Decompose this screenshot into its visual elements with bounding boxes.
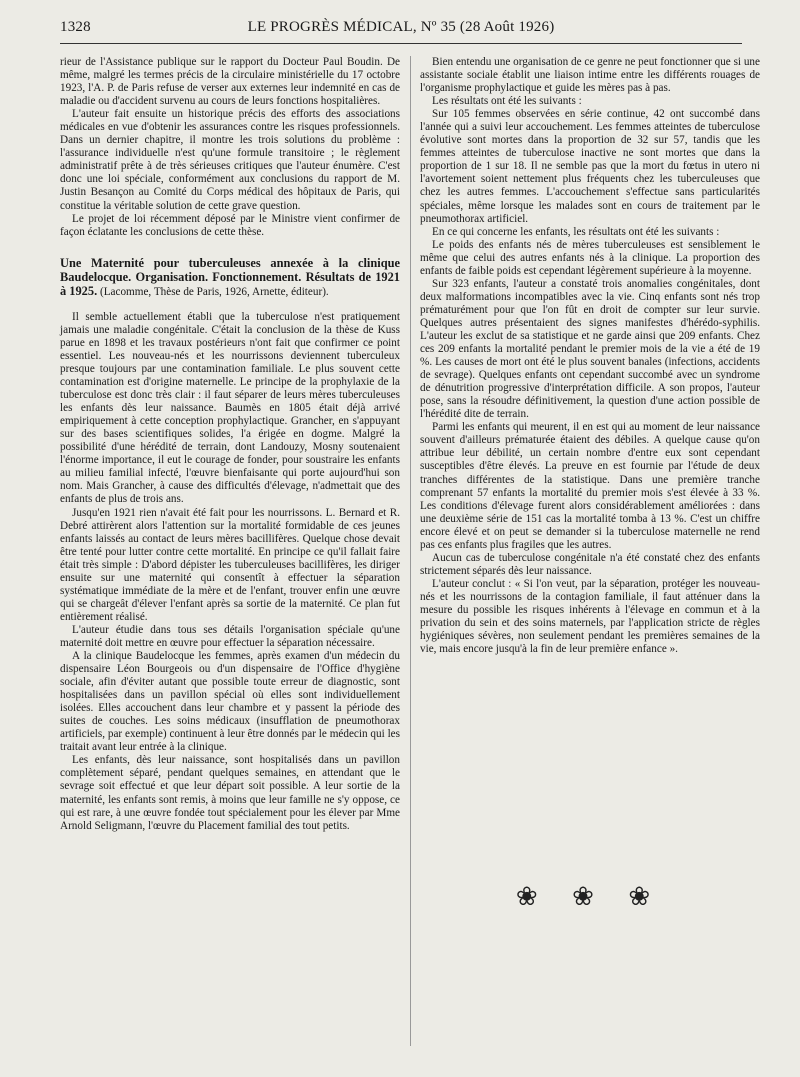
paragraph: Sur 105 femmes observées en série continue, 42 ont succombé dans l'année qui a suivi leur accouchement. Les femmes atteintes de tuberculose évolutive sont mortes dans la proportion de 32 sur 57, tandis que les femmes atteintes de tuberculose inactive ne sont mortes que dans la proportion de 1 sur 18. Il ne semble pas que la mort du fœtus in utero ni l'avortement soient nettement plus fréquents chez les tuberculeuses que chez les autres femmes. L'accouchement s'effectue sans particularités spéciales, même lorsque les malades sont en cours de traitement par le pneumothorax artificiel. [420,108,760,225]
paragraph: L'auteur étudie dans tous ses détails l'organisation spéciale qu'une maternité doit mettre en œuvre pour effectuer la séparation nécessaire. [60,623,400,649]
article-heading [60,257,400,299]
fleuron-ornament-icon: ❀ ❀ ❀ [515,882,665,911]
paragraph: Sur 323 enfants, l'auteur a constaté trois anomalies congénitales, dont deux malformations incompatibles avec la vie. Cinq enfants sont nés trop prématurément pour que l'on fût en droit de compter sur leur survie. Quelques autres présentaient des signes manifestes d'hérédo-syphilis. L'auteur les exclut de sa statistique et ne garde ainsi que 209 enfants. Chez ces 209 enfants la mortalité pendant le premier mois de la vie a été de 19 %. Les causes de mort ont été le plus souvent banales (infections, accidents de sevrage). Quelques enfants ont cependant succombé avec un syndrome de dénutrition progressive d'interprétation difficile. A son propos, l'auteur pose, sans la résoudre définitivement, la question d'une action possible de l'hérédité dite de terrain. [420,277,760,421]
paragraph: En ce qui concerne les enfants, les résultats ont été les suivants : [432,225,720,238]
paragraph: Bien entendu une organisation de ce genre ne peut fonctionner que si une assistante sociale établit une liaison intime entre les différents rouages de l'organisme prophylactique et guide les mères pas à pas. [420,56,760,95]
paragraph: Le poids des enfants nés de mères tuberculeuses est sensiblement le même que celui des autres enfants nés à la clinique. La proportion des enfants de faible poids est cependant légèrement supérieure à la moyenne. [420,238,760,277]
paragraph: Le projet de loi récemment déposé par le Ministre vient confirmer de façon éclatante les conclusions de cette thèse. [60,212,400,238]
paragraph: Parmi les enfants qui meurent, il en est qui au moment de leur naissance souvent d'ailleurs prématurée étaient des débiles. A quelque cause qu'on attribue leur débilité, un certain nombre d'entre eux sont cependant susceptibles d'être élevés. La preuve en est fournie par l'étude de deux tranches différentes de la statistique. Dans une première tranche comprenant 57 enfants la mortalité du premier mois s'est élevée à 33 %. Les conditions d'élevage furent alors considérablement améliorées : dans une deuxième série de 151 cas la mortalité tomba à 13 %. C'est un chiffre encore élevé et on peut se demander si la tuberculose maternelle ne rend pas ces enfants plus fragiles que les autres. [420,421,760,551]
article-reference: (Lacomme, Thèse de Paris, 1926, Arnette, éditeur). [97,285,329,298]
paragraph: A la clinique Baudelocque les femmes, après examen d'un médecin du dispensaire Léon Bourgeois ou d'un dispensaire de l'Office d'hygiène sociale, afin d'éviter autant que possible toute erreur de diagnostic, sont hospitalisées dans un pavillon spécial où elles sont individuellement isolées. Elles accouchent dans leur chambre et y passent la période des suites de couches. Les soins médicaux (insufflation de pneumothorax artificiels, par exemple) continuent à leur être donnés par le médecin qui les traitait avant leur entrée à la clinique. [60,650,400,754]
right-column [420,56,760,656]
page-number: 1328 [60,19,91,35]
paragraph: Il semble actuellement établi que la tuberculose n'est pratiquement jamais une maladie congénitale. C'était la conclusion de la thèse de Kuss parue en 1898 et les travaux postérieurs n'ont fait que confirmer ce point essentiel. Les nouveau-nés et les nourrissons deviennent tuberculeux presque toujours par une contamination familiale. Le plus souvent cette contamination est d'origine maternelle. Le principe de la prophylaxie de la tuberculose est donc très clair : il faut séparer de leurs mères tuberculeuses les enfants dès leur naissance. Baumès en 1805 était déjà arrivé empiriquement à cette conception prophylactique. Grancher, en s'appuyant sur des bases scientifiques solides, l'a érigée en dogme. Malgré la possibilité d'une hérédité de terrain, dont Landouzy, Mosny soutenaient l'énorme importance, il eut le courage de fonder, pour soustraire les enfants au milieu familial infecté, l'œuvre bienfaisante qui porte aujourd'hui son nom. Mais Grancher, à cause des difficultés d'élevage, n'admettait que des enfants de plus de trois ans. [60,310,400,506]
paragraph: Les résultats ont été les suivants : [432,95,582,108]
left-column [60,56,400,833]
paragraph: Jusqu'en 1921 rien n'avait été fait pour les nourrissons. L. Bernard et R. Debré attirèrent alors l'attention sur la mortalité formidable de ces jeunes enfants laissés au contact de leurs mères bacillifères. Quelque chose devait être tenté pour lutter contre cette mortalité. En principe ce qu'il fallait faire était très simple : D'abord dépister les tuberculeuses bacillifères, les diriger ensuite sur une maternité qui consentît à effectuer la séparation systématique immédiate de la mère et de l'enfant, trouver enfin une œuvre qui se chargeât d'élever l'enfant après sa sortie de la maternité. Ce plan fut entièrement réalisé. [60,506,400,623]
article-title: Une Maternité pour tuberculeuses annexée à la clinique Baudelocque. Organisation. Fonctionnement. Résultats de 1921 à 1925. [60,255,400,298]
running-title: LE PROGRÈS MÉDICAL, Nº 35 (28 Août 1926) [247,19,555,35]
column-divider [410,56,411,1046]
header-rule [60,43,742,44]
paragraph: L'auteur fait ensuite un historique précis des efforts des associations médicales en vue d'obtenir les assurances contre les risques professionnels. Dans un dernier chapitre, il montre les trois solutions du problème : l'assurance individuelle n'est qu'une formule transitoire ; le règlement administratif prête à de très sérieuses critiques que l'auteur énumère. C'est donc une loi spéciale, conformément aux conclusions du rapport de M. Justin Besançon au Comité du Corps médical des hôpitaux de Paris, qui constitue la véritable solution de cette grave question. [60,108,400,212]
page-header [60,19,742,41]
paragraph: Les enfants, dès leur naissance, sont hospitalisés dans un pavillon complètement séparé, pendant quelques semaines, en attendant que le sevrage soit effectué et que leur départ soit possible. A leur sortie de la maternité, les enfants sont remis, à moins que leur famille ne s'y oppose, ce qui est rare, à une œuvre fondée tout spécialement pour les élever par Mme Arnold Seligmann, l'œuvre du Placement familial des tout petits. [60,754,400,832]
paragraph: Aucun cas de tuberculose congénitale n'a été constaté chez des enfants strictement séparés dès leur naissance. [420,551,760,577]
paragraph: rieur de l'Assistance publique sur le rapport du Docteur Paul Boudin. De même, malgré les termes précis de la circulaire ministérielle du 17 octobre 1923, l'A. P. de Paris refuse de verser aux externes leur indemnité en cas de maladie ou d'accident survenu au cours de leurs fonctions hospitalières. [60,56,400,108]
paragraph: L'auteur conclut : « Si l'on veut, par la séparation, protéger les nouveau-nés et les nourrissons de la contagion familiale, il faut atténuer dans la mesure du possible les risques inhérents à l'élevage en commun et à la privation du sein et des soins maternels, par l'application stricte de règles hygiéniques sévères, non seulement pendant les premières semaines de la vie, mais encore jusqu'à la fin de leur première enfance ». [420,577,760,656]
